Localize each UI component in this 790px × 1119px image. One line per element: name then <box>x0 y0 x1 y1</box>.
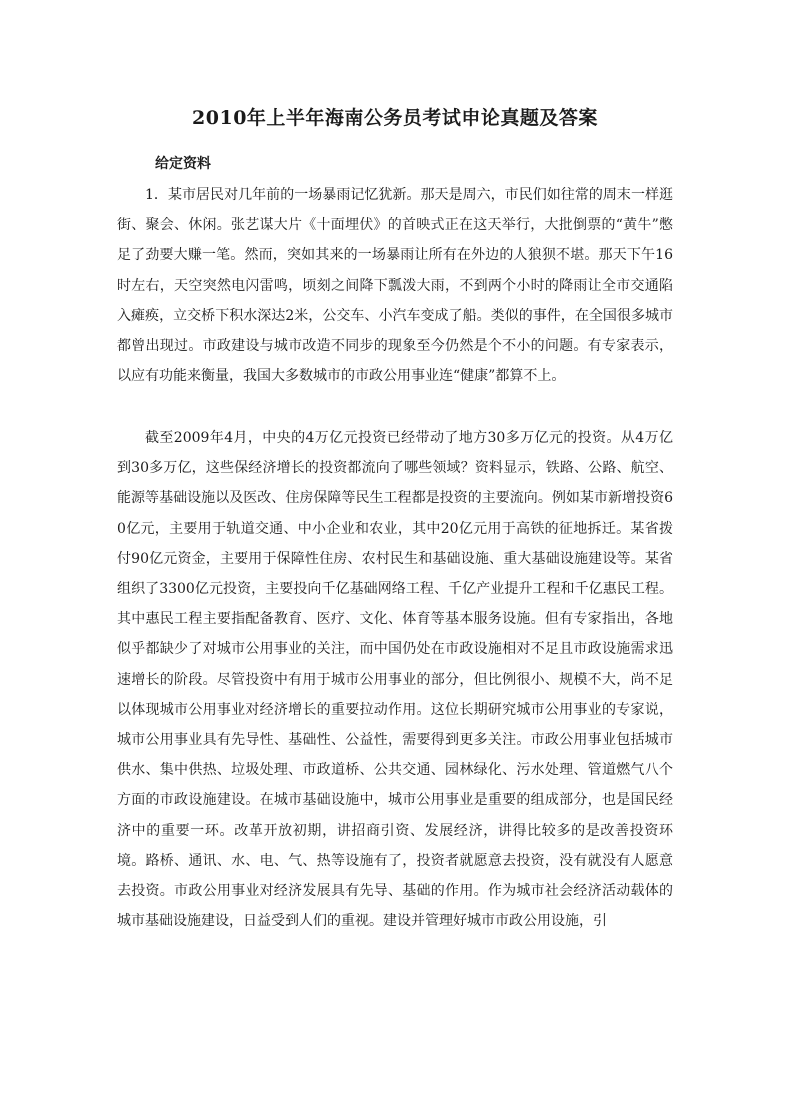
paragraph-1: 1．某市居民对几年前的一场暴雨记忆犹新。那天是周六，市民们如往常的周末一样逛街、聚会、休闲。张艺谋大片《十面埋伏》的首映式正在这天举行，大批倒票的“黄牛”憋足了劲要大赚一笔。然而，突如其来的一场暴雨让所有在外边的人狼狈不堪。那天下午16时左右，天空突然电闪雷鸣，顷刻之间降下瓢泼大雨，不到两个小时的降雨让全市交通陷入瘫痪，立交桥下积水深达2米，公交车、小汽车变成了船。类似的事件，在全国很多城市都曾出现过。市政建设与城市改造不同步的现象至今仍然是个不小的问题。有专家表示，以应有功能来衡量，我国大多数城市的市政公用事业连“健康”都算不上。 <box>117 187 673 385</box>
document-title: 2010年上半年海南公务员考试申论真题及答案 <box>192 107 598 129</box>
section-heading: 给定资料 <box>155 156 211 172</box>
paragraph-2: 截至2009年4月，中央的4万亿元投资已经带动了地方30多万亿元的投资。从4万亿到30多万亿，这些保经济增长的投资都流向了哪些领域？资料显示，铁路、公路、航空、能源等基础设施以及医改、住房保障等民生工程都是投资的主要流向。例如某市新增投资60亿元，主要用于轨道交通、中小企业和农业，其中20亿元用于高铁的征地拆迁。某省拨付90亿元资金，主要用于保障性住房、农村民生和基础设施、重大基础设施建设等。某省组织了3300亿元投资，主要投向千亿基础网络工程、千亿产业提升工程和千亿惠民工程。其中惠民工程主要指配备教育、医疗、文化、体育等基本服务设施。但有专家指出，各地似乎都缺少了对城市公用事业的关注，而中国仍处在市政设施相对不足且市政设施需求迅速增长的阶段。尽管投资中有用于城市公用事业的部分，但比例很小、规模不大，尚不足以体现城市公用事业对经济增长的重要拉动作用。这位长期研究城市公用事业的专家说，城市公用事业具有先导性、基础性、公益性，需要得到更多关注。市政公用事业包括城市供水、集中供热、垃圾处理、市政道桥、公共交通、园林绿化、污水处理、管道燃气八个方面的市政设施建设。在城市基础设施中，城市公用事业是重要的组成部分，也是国民经济中的重要一环。改革开放初期，讲招商引资、发展经济，讲得比较多的是改善投资环境。路桥、通讯、水、电、气、热等设施有了，投资者就愿意去投资，没有就没有人愿意去投资。市政公用事业对经济发展具有先导、基础的作用。作为城市社会经济活动载体的城市基础设施建设，日益受到人们的重视。建设并管理好城市市政公用设施，引 <box>117 430 673 930</box>
